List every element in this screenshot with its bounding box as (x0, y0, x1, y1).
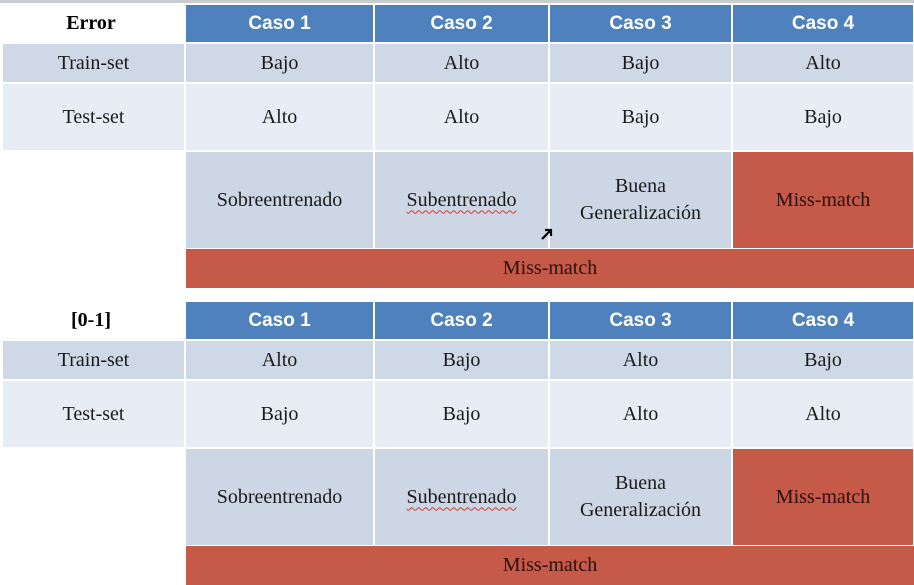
train-value: Bajo (733, 341, 913, 379)
table-corner-label: Error (66, 12, 116, 34)
row-label-test: Test-set (3, 381, 184, 447)
outcome-label: Sobreentrenado (216, 188, 343, 211)
train-value: Alto (186, 341, 373, 379)
test-value: Alto (186, 84, 373, 150)
test-value: Alto (733, 381, 913, 447)
outcome-label: Subentrenado (406, 485, 517, 508)
column-header: Caso 2 (375, 5, 548, 42)
outcome-label: Buena Generalización (579, 472, 702, 521)
column-header: Caso 1 (186, 5, 373, 42)
column-header: Caso 3 (550, 302, 731, 339)
test-value: Alto (550, 381, 731, 447)
row-label-train: Train-set (3, 341, 184, 379)
outcome-cell (550, 152, 731, 248)
test-value: Bajo (733, 84, 913, 150)
top-border (0, 0, 914, 3)
row-label-train: Train-set (3, 44, 184, 82)
test-value: Bajo (550, 84, 731, 150)
outcome-cell (186, 449, 373, 545)
table-corner-label: [0-1] (71, 309, 111, 331)
train-value: Alto (375, 44, 548, 82)
train-value: Bajo (186, 44, 373, 82)
column-header: Caso 2 (375, 302, 548, 339)
outcome-cell (733, 152, 913, 248)
test-value: Bajo (186, 381, 373, 447)
outcome-label: Subentrenado (406, 188, 517, 211)
test-value: Bajo (375, 381, 548, 447)
mouse-cursor-icon (541, 228, 553, 240)
column-header: Caso 4 (733, 302, 913, 339)
outcome-label: Sobreentrenado (216, 485, 343, 508)
outcome-cell (550, 449, 731, 545)
column-header: Caso 4 (733, 5, 913, 42)
outcome-label: Miss-match (775, 485, 871, 508)
column-header: Caso 3 (550, 5, 731, 42)
train-value: Alto (733, 44, 913, 82)
train-value: Alto (550, 341, 731, 379)
train-value: Bajo (550, 44, 731, 82)
row-label-test: Test-set (3, 84, 184, 150)
train-value: Bajo (375, 341, 548, 379)
outcome-cell (375, 449, 548, 545)
miss-match-bar: Miss-match (186, 249, 914, 288)
column-header: Caso 1 (186, 302, 373, 339)
outcome-label: Buena Generalización (579, 175, 702, 224)
outcome-cell (733, 449, 913, 545)
outcome-cell (375, 152, 548, 248)
outcome-label: Miss-match (775, 188, 871, 211)
outcome-cell (186, 152, 373, 248)
miss-match-bar: Miss-match (186, 546, 914, 585)
test-value: Alto (375, 84, 548, 150)
